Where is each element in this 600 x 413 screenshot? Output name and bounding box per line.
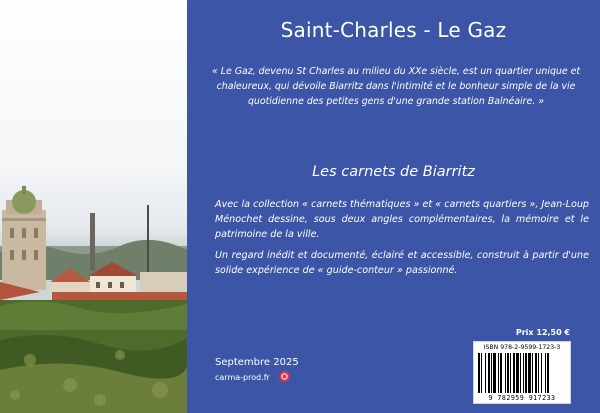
website-link[interactable]: carma-prod.fr — [215, 373, 270, 382]
barcode-bar — [488, 353, 490, 393]
barcode-bar — [481, 353, 482, 393]
barcode — [473, 341, 571, 404]
neighbourhood-photo — [0, 0, 187, 413]
barcode-bar — [510, 353, 511, 393]
barcode-bar — [498, 353, 499, 393]
barcode-bars — [478, 353, 566, 393]
barcode-bar — [525, 353, 527, 393]
barcode-bar — [516, 353, 519, 393]
barcode-bar — [493, 353, 496, 393]
barcode-bar — [541, 353, 542, 393]
barcode-bar — [520, 353, 521, 393]
barcode-bar — [528, 353, 531, 393]
publisher-logo-icon — [279, 371, 290, 382]
barcode-bar — [500, 353, 502, 393]
barcode-bar — [478, 353, 480, 393]
barcode-bar — [547, 353, 549, 393]
book-title: Saint-Charles - Le Gaz — [280, 18, 507, 42]
publication-date: Septembre 2025 — [215, 357, 299, 368]
barcode-bar — [535, 353, 537, 393]
text-panel — [187, 0, 600, 413]
barcode-bar — [491, 353, 492, 393]
barcode-number: 9 782959 917233 — [488, 394, 556, 402]
barcode-bar — [507, 353, 509, 393]
barcode-bar — [538, 353, 539, 393]
quote-paragraph: « Le Gaz, devenu St Charles au milieu du XXe siècle, est un quartier unique et chaleureux, qui dévoile Biarritz dans l'intimité et le bonheur simple de la vie quotidienne des petites gens d'une grande station Balnéaire. » — [211, 66, 581, 107]
isbn-label: ISBN 978-2-9599-1723-3 — [483, 344, 561, 351]
description-paragraph-1: Avec la collection « carnets thématiques » et « carnets quartiers », Jean-Loup Ménochet dessine, sous deux angles complémentaires, la mémoire et le patrimoine de la ville. — [215, 199, 589, 240]
barcode-bar — [485, 353, 486, 393]
series-title: Les carnets de Biarritz — [312, 164, 475, 180]
description-paragraph-2: Un regard inédit et documenté, éclairé et accessible, construit à partir d'une solide expérience de « guide-conteur » passionné. — [215, 250, 589, 276]
price-label: Prix 12,50 € — [515, 328, 570, 337]
barcode-bar — [523, 353, 524, 393]
cover-photo — [0, 0, 187, 413]
barcode-bar — [505, 353, 506, 393]
barcode-bar — [545, 353, 546, 393]
barcode-bar — [513, 353, 515, 393]
barcode-bar — [532, 353, 533, 393]
